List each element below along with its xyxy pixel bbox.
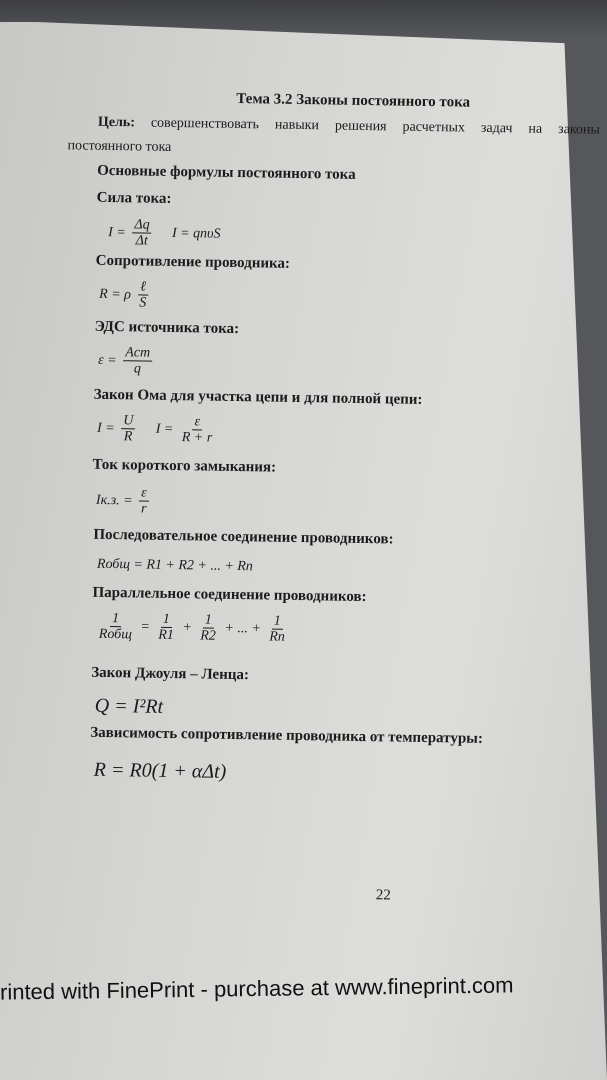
fraction: $\frac{U}{R}$ <box>121 413 136 445</box>
fraction: $\frac{\varepsilon}{r}$ <box>140 485 147 517</box>
heading-ohm: Закон Ома для участка цепи и для полной цепи: <box>93 386 423 408</box>
formula-resistance: R = ρ $\frac{\text{ℓ}}{S}$ <box>99 279 152 312</box>
goal-word: совершенствовать <box>150 115 260 133</box>
fraction: $\frac{1}{R1}$ <box>158 611 174 644</box>
page-number: 22 <box>375 887 391 904</box>
formula-emf: ε = $\frac{\text{Aст}}{q}$ <box>98 345 151 377</box>
goal-word: решения <box>334 118 387 135</box>
fraction: $\frac{1}{R2}$ <box>200 612 216 645</box>
heading-resistance: Сопротивление проводника: <box>95 252 291 272</box>
formula-joule: Q = I²Rt <box>94 694 164 718</box>
formula-ohm: I = $\frac{U}{R}$ I = $\frac{\varepsilon}{R + r}$ <box>97 413 218 447</box>
goal-word: на <box>528 121 543 137</box>
fraction: $\frac{\text{Aст}}{q}$ <box>123 345 152 377</box>
heading-short-circuit: Ток короткого замыкания: <box>92 456 277 476</box>
heading-emf: ЭДС источника тока: <box>94 318 240 338</box>
formula-current: I = $\frac{\Delta q}{\Delta t}$ I = qnυS <box>108 217 221 249</box>
formula-series: Rобщ = R1 + R2 + ... + Rn <box>96 556 253 575</box>
heading-series: Последовательное соединение проводников: <box>93 526 394 548</box>
goal-label: Цель: <box>97 114 136 131</box>
section-title: Основные формулы постоянного тока <box>97 162 356 183</box>
heading-current: Сила тока: <box>96 189 172 207</box>
formula-parallel: $\frac{1}{\text{Rобщ}}$ = $\frac{1}{R1}$ + $\frac{1}{R2}$ + ... + $\frac{1}{Rn}$ <box>94 611 290 646</box>
fraction: $\frac{\Delta q}{\Delta t}$ <box>132 217 152 249</box>
fineprint-watermark: rinted with FinePrint - purchase at www.fineprint.com <box>0 972 514 1005</box>
goal-continuation: постоянного тока <box>67 138 172 155</box>
fraction: $\frac{\text{ℓ}}{S}$ <box>139 279 147 311</box>
heading-parallel: Параллельное соединение проводников: <box>92 584 367 606</box>
formula-current-qnvs: I = qnυS <box>171 226 221 242</box>
topic-title: Тема 3.2 Законы постоянного тока <box>236 90 471 111</box>
formula-temperature: R = R0(1 + αΔt) <box>93 758 227 783</box>
goal-word: законы <box>557 122 600 138</box>
fraction: $\frac{1}{\text{Rобщ}}$ <box>98 611 132 643</box>
goal-line <box>98 115 600 139</box>
fraction: $\frac{1}{Rn}$ <box>269 613 285 646</box>
formula-short-circuit: Iк.з. = $\frac{\varepsilon}{r}$ <box>95 485 147 517</box>
goal-word: расчетных <box>402 119 466 136</box>
goal-word: задач <box>480 120 513 137</box>
fraction: $\frac{\varepsilon}{R + r}$ <box>181 414 213 447</box>
heading-temperature: Зависимость сопротивление проводника от температуры: <box>90 724 484 747</box>
goal-word: навыки <box>274 117 320 134</box>
heading-joule: Закон Джоуля – Ленца: <box>91 664 250 684</box>
